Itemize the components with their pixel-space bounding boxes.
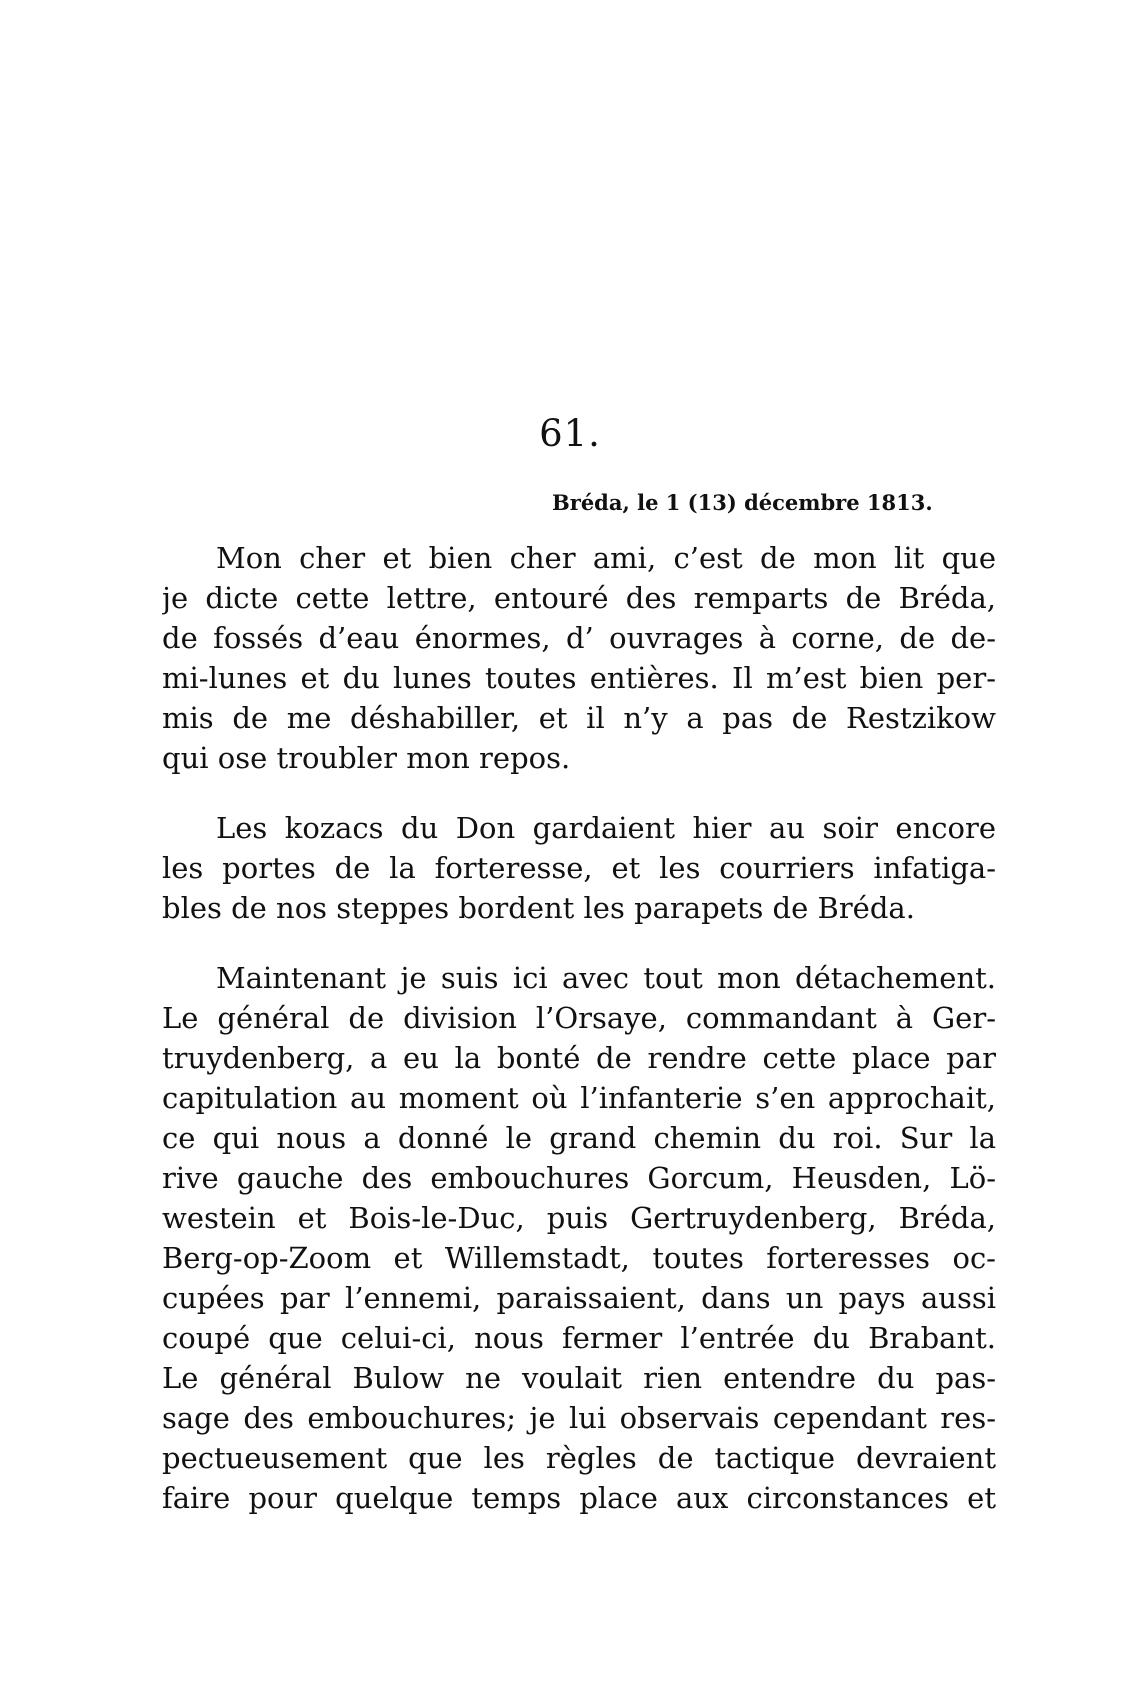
text-line: capitulation au moment où l’infanterie s’en approchait, [162,1081,996,1115]
text-line: de fossés d’eau énormes, d’ ouvrages à corne, de de- [162,621,996,655]
text-line: bles de nos steppes bordent les parapets de Bréda. [162,891,915,925]
text-line: Le général Bulow ne voulait rien entendre du pas- [162,1361,996,1395]
text-line: mi-lunes et du lunes toutes entières. Il m’est bien per- [162,661,996,695]
text-line: Maintenant je suis ici avec tout mon détachement. [216,961,996,995]
text-line: cupées par l’ennemi, paraissaient, dans un pays aussi [162,1281,996,1315]
text-line: sage des embouchures; je lui observais cependant res- [162,1401,996,1435]
text-line: truydenberg, a eu la bonté de rendre cette place par [162,1041,996,1075]
text-line: faire pour quelque temps place aux circonstances et [162,1481,996,1515]
dateline: Bréda, le 1 (13) décembre 1813. [552,490,933,515]
text-line: je dicte cette lettre, entouré des remparts de Bréda, [162,581,996,615]
text-line: coupé que celui-ci, nous fermer l’entrée du Brabant. [162,1321,996,1355]
paragraph-gap [162,778,996,808]
text-line: westein et Bois-le-Duc, puis Gertruydenberg, Bréda, [162,1201,996,1235]
text-line: qui ose troubler mon repos. [162,741,571,775]
text-line: les portes de la forteresse, et les courriers infatiga- [162,851,996,885]
text-line: Les kozacs du Don gardaient hier au soir encore [216,811,996,845]
text-line: Berg-op-Zoom et Willemstadt, toutes forteresses oc- [162,1241,996,1275]
text-line: pectueusement que les règles de tactique devraient [162,1441,996,1475]
text-line: mis de me déshabiller, et il n’y a pas de Restzikow [162,701,996,735]
letter-body [162,538,996,1518]
paragraph-gap [162,928,996,958]
text-line: Mon cher et bien cher ami, c’est de mon lit que [216,541,996,575]
text-line: Le général de division l’Orsaye, commandant à Ger- [162,1001,996,1035]
letter-number: 61. [539,412,601,455]
text-line: rive gauche des embouchures Gorcum, Heusden, Lö- [162,1161,996,1195]
text-line: ce qui nous a donné le grand chemin du roi. Sur la [162,1121,996,1155]
